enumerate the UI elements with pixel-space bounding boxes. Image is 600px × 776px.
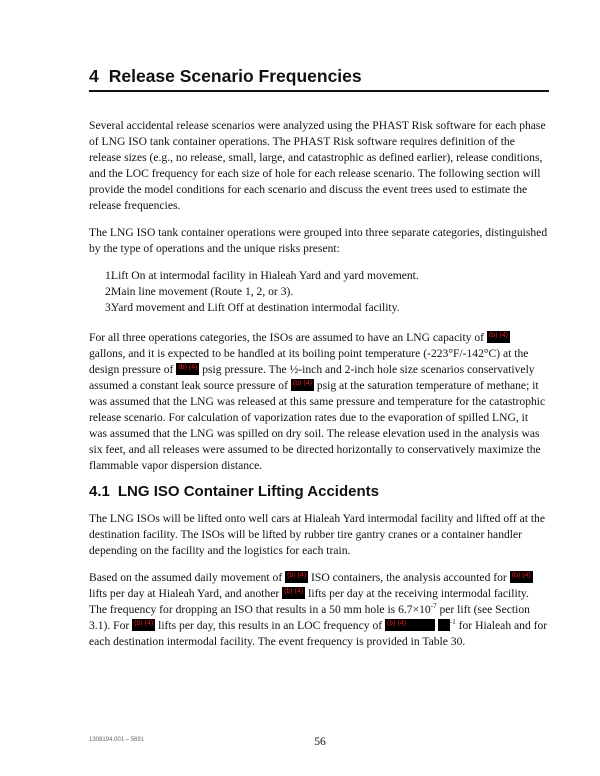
categories-paragraph: The LNG ISO tank container operations were grouped into three separate categories, distinguished by the type of operations and the unique risks present:: [89, 226, 548, 255]
redaction-box: (b) (4): [176, 363, 199, 375]
assumptions-paragraph: For all three operations categories, the ISOs are assumed to have an LNG capacity of (b) (4) gallons, and it is expected to be handled at its boiling point temperature (-223°F/-142°C) at the design pressure of (b) (4) psig pressure. The ½-inch and 2-inch hole size scenarios conservatively assumed a constant leak source pressure of (b) (4) psig at the saturation temperature of methane; it was assumed that the LNG was released at this same pressure and temperature for the catastrophic release scenario. For calculation of vaporization rates due to the evaporation of spilled LNG, it was assumed that the LNG was spilled on dry soil. The release elevation used in the analysis was six feet, and all releases were assumed to be directed horizontally to conservatively maximize the flammable vapor dispersion distance.: [89, 331, 546, 472]
intro-paragraph: Several accidental release scenarios were analyzed using the PHAST Risk software for each phase of LNG ISO tank container operations. The PHAST Risk software requires definition of the release sizes (e.g., no release, small, large, and catastrophic as defined earlier), release conditions, and the LOC frequency for each size of hole for each release scenario. The following section will provide the model conditions for each scenario and discuss the event trees used to estimate the release frequencies.: [89, 119, 546, 212]
operations-list: [89, 268, 549, 316]
list-item: 3 Yard movement and Lift Off at destination intermodal facility.: [105, 301, 400, 314]
redaction-box: [438, 619, 450, 631]
list-item: 2 Main line movement (Route 1, 2, or 3).: [105, 285, 294, 298]
section-number: 4: [89, 66, 99, 86]
subsection-number: 4.1: [89, 483, 110, 500]
subsection-heading: [89, 483, 379, 500]
list-item: 1 Lift On at intermodal facility in Hialeah Yard and yard movement.: [105, 269, 419, 282]
document-id: 1308194.001 – 5691: [89, 737, 145, 743]
redaction-box: (b) (4): [487, 331, 510, 343]
lifting-paragraph: The LNG ISOs will be lifted onto well cars at Hialeah Yard intermodal facility and lifted off at the destination facility. The ISOs will be lifted by rubber tire gantry cranes or a container handler depending on the facility and the logistics for each train.: [89, 512, 546, 557]
redaction-box: (b) (4): [285, 571, 308, 583]
section-heading: [89, 66, 549, 92]
page-number: 56: [314, 735, 326, 748]
frequency-paragraph: Based on the assumed daily movement of (b) (4) ISO containers, the analysis accounted for (b) (4) lifts per day at Hialeah Yard, and another (b) (4) lifts per day at the receiving intermodal facility. The frequency for dropping an ISO that results in a 50 mm hole is $6.7\times 10^{-7}$ per lift (see Section 3.1). For (b) (4) lifts per day, this results in an LOC frequency of (b) (4) $^{-1}$ for Hialeah and for each destination intermodal facility. The event frequency is provided in Table 30.: [89, 571, 548, 648]
subsection-title: LNG ISO Container Lifting Accidents: [117, 483, 379, 500]
section-title: Release Scenario Frequencies: [108, 66, 362, 86]
redaction-box: (b) (4): [291, 379, 314, 391]
redaction-box: (b) (4): [510, 571, 533, 583]
redaction-box: (b) (4): [282, 587, 305, 599]
redaction-box: (b) (4): [132, 619, 155, 631]
redaction-box: (b) (4): [385, 619, 435, 631]
